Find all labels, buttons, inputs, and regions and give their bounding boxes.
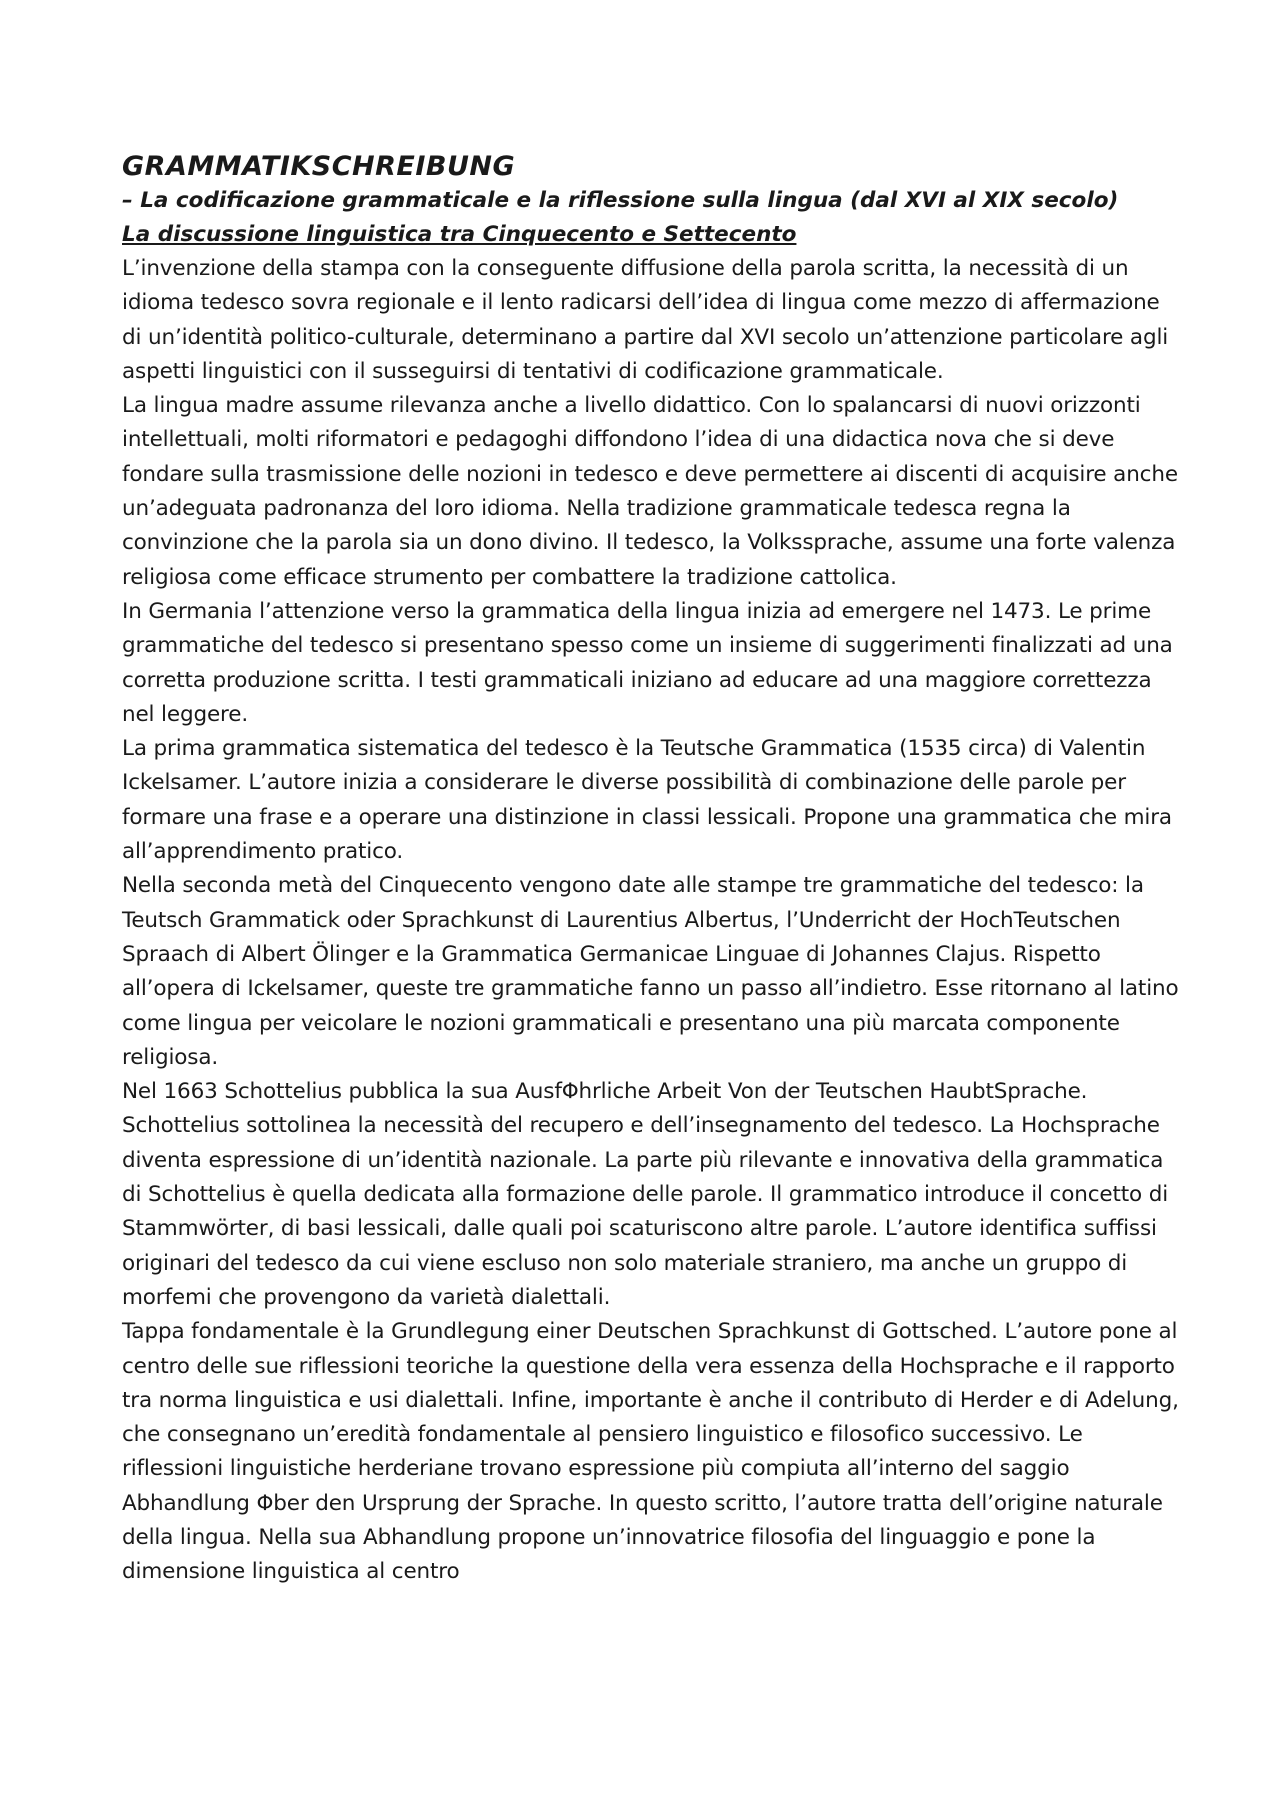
section-heading: La discussione linguistica tra Cinquecento e Settecento [122,222,797,247]
paragraph: La lingua madre assume rilevanza anche a livello didattico. Con lo spalancarsi di nuovi orizzonti intellettuali, molti riformatori e pedagoghi diffondono l’idea di una didactica nova che si deve fondare sulla trasmissione delle nozioni in tedesco e deve permettere ai discenti di acquisire anche un’adeguata padronanza del loro idioma. Nella tradizione grammaticale tedesca regna la convinzione che la parola sia un dono divino. Il tedesco, la Volkssprache, assume una forte valenza religiosa come efficace strumento per combattere la tradizione cattolica. [122,393,1178,590]
paragraph: In Germania l’attenzione verso la grammatica della lingua inizia ad emergere nel 1473. Le prime grammatiche del tedesco si presentano spesso come un insieme di suggerimenti finalizzati ad una corretta produzione scritta. I testi grammaticali iniziano ad educare ad una maggiore correttezza nel leggere. [122,598,1173,727]
paragraph: Tappa fondamentale è la Grundlegung einer Deutschen Sprachkunst di Gottsched. L’autore pone al centro delle sue riflessioni teoriche la questione della vera essenza della Hochsprache e il rapporto tra norma linguistica e usi dialettali. Infine, importante è anche il contributo di Herder e di Adelung, che consegnano un’eredità fondamentale al pensiero linguistico e filosofico successivo. Le riflessioni linguistiche herderiane trovano espressione più compiuta all’interno del saggio Abhandlung Φber den Ursprung der Sprache. In questo scritto, l’autore tratta dell’origine naturale della lingua. Nella sua Abhandlung propone un’innovatrice filosofia del linguaggio e pone la dimensione linguistica al centro [122,1319,1179,1585]
paragraph: Nella seconda metà del Cinquecento vengono date alle stampe tre grammatiche del tedesco: la Teutsch Grammatick oder Sprachkunst di Laurentius Albertus, l’Underricht der HochTeutschen Spraach di Albert Ölinger e la Grammatica Germanicae Linguae di Johannes Clajus. Rispetto all’opera di Ickelsamer, queste tre grammatiche fanno un passo all’indietro. Esse ritornano al latino come lingua per veicolare le nozioni grammaticali e presentano una più marcata componente religiosa. [122,873,1179,1070]
document-subtitle: – La codificazione grammaticale e la riflessione sulla lingua (dal XVI al XIX secolo) [122,188,1119,213]
paragraph: La prima grammatica sistematica del tedesco è la Teutsche Grammatica (1535 circa) di Valentin Ickelsamer. L’autore inizia a considerare le diverse possibilità di combinazione delle parole per formare una frase e a operare una distinzione in classi lessicali. Propone una grammatica che mira all’apprendimento pratico. [122,736,1172,865]
paragraph: L’invenzione della stampa con la conseguente diffusione della parola scritta, la necessità di un idioma tedesco sovra regionale e il lento radicarsi dell’idea di lingua come mezzo di affermazione di un’identità politico-culturale, determinano a partire dal XVI secolo un’attenzione particolare agli aspetti linguistici con il susseguirsi di tentativi di codificazione grammaticale. [122,256,1169,384]
paragraph: Nel 1663 Schottelius pubblica la sua AusfΦhrliche Arbeit Von der Teutschen HaubtSprache. Schottelius sottolinea la necessità del recupero e dell’insegnamento del tedesco. La Hochsprache diventa espressione di un’identità nazionale. La parte più rilevante e innovativa della grammatica di Schottelius è quella dedicata alla formazione delle parole. Il grammatico introduce il concetto di Stammwörter, di basi lessicali, dalle quali poi scaturiscono altre parole. L’autore identifica suffissi originari del tedesco da cui viene escluso non solo materiale straniero, ma anche un gruppo di morfemi che provengono da varietà dialettali. [122,1079,1169,1310]
document-title: GRAMMATIKSCHREIBUNG [122,151,516,182]
document-page [122,150,1182,1590]
